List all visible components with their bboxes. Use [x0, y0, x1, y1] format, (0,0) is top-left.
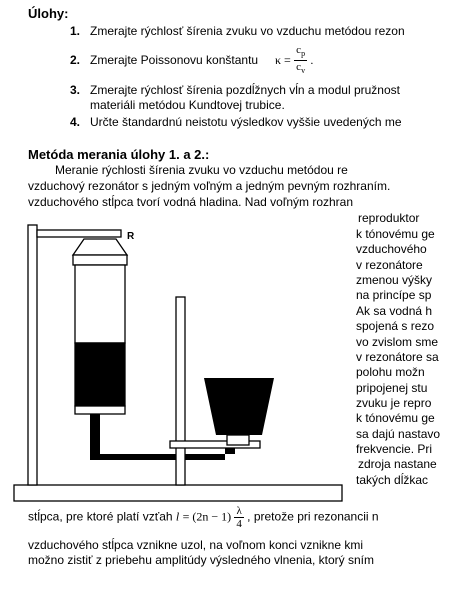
side-text-line: pripojenej stu	[356, 381, 428, 395]
resonator-bottom-clamp	[75, 406, 125, 414]
side-text-line: zmenou výšky	[356, 273, 433, 287]
resonator-apparatus-figure	[0, 215, 360, 505]
poisson-formula	[275, 44, 313, 77]
side-text-line: k tónovému ge	[356, 227, 435, 241]
formula-line-numerator: λ	[236, 505, 242, 517]
formula-line-fraction	[234, 505, 243, 530]
formula-line-after: , pretože pri rezonancii n	[247, 509, 379, 524]
side-text-line: spojená s rezo	[356, 319, 435, 333]
paragraph-line: vzduchový rezonátor s jedným voľným a jedným pevným rozhraním.	[28, 179, 391, 193]
right-stand-rod	[176, 297, 185, 485]
task-number: 1.	[70, 24, 81, 38]
formula-kappa: κ =	[275, 53, 291, 68]
left-stand-rod	[28, 225, 37, 485]
side-text-line: vzduchového	[356, 242, 427, 256]
paragraph-line: možno zistiť z priebehu amplitúdy výsledného vlnenia, ktorý sním	[28, 553, 374, 567]
resonator-tube-water	[75, 343, 125, 406]
method-title: Metóda merania úlohy 1. a 2.:	[28, 147, 210, 162]
side-text-line: v rezonátore	[356, 258, 423, 272]
paragraph-line: vzduchového stĺpca vznikne uzol, na voľnom konci vznikne kmi	[28, 538, 363, 552]
task-text: Zmerajte rýchlosť šírenia zvuku vo vzduchu metódou rezon	[90, 24, 405, 38]
resonator-tube-air	[75, 265, 125, 343]
formula-numerator: c	[296, 44, 302, 56]
apparatus-base	[14, 485, 342, 501]
connecting-hose	[90, 414, 225, 460]
reservoir-neck	[227, 435, 249, 445]
speaker-cone	[73, 239, 127, 255]
formula-line-l: l	[175, 509, 180, 524]
side-text-line: na princípe sp	[356, 288, 432, 302]
paragraph-line: Meranie rýchlosti šírenia zvuku vo vzduchu metódou re	[55, 163, 348, 177]
task-text: Určte štandardnú neistotu výsledkov vyššie uvedených me	[90, 115, 402, 129]
formula-numerator-sub: p	[301, 49, 306, 59]
formula-fraction	[294, 44, 307, 77]
task-number: 3.	[70, 83, 81, 97]
task-number: 4.	[70, 115, 81, 129]
task-number: 2.	[70, 53, 81, 67]
side-text-line: polohu možn	[356, 365, 425, 379]
section-title: Úlohy:	[28, 6, 69, 21]
formula-denominator: c	[296, 61, 302, 74]
resonator-clamp	[73, 255, 127, 265]
side-text-line: reproduktor	[358, 211, 420, 225]
formula-line-eq: = (2n − 1)	[182, 509, 232, 524]
side-text-line: vo zvislom sme	[356, 335, 439, 349]
side-text-line: takých dĺžkac	[356, 473, 429, 487]
formula-line-before: stĺpca, pre ktoré platí vzťah	[28, 509, 173, 524]
side-text-line: sa dajú nastavo	[356, 427, 441, 441]
formula-end: .	[310, 53, 314, 68]
speaker-label: R	[127, 231, 135, 242]
formula-line-denominator: 4	[236, 518, 242, 530]
task-text: Zmerajte Poissonovu konštantu	[90, 53, 259, 67]
side-text-line: zvuku je repro	[356, 396, 432, 410]
side-text-line: frekvencie. Pri	[356, 442, 433, 456]
task-text: Zmerajte rýchlosť šírenia pozdĺžnych vĺn a modul pružnost	[90, 83, 400, 97]
side-text-line: k tónovému ge	[356, 411, 435, 425]
speaker-arm	[37, 230, 121, 237]
formula-line	[28, 505, 379, 530]
side-text-line: v rezonátore sa	[356, 350, 439, 364]
paragraph-line: vzduchového stĺpca tvorí vodná hladina. Nad voľným rozhran	[28, 195, 354, 209]
formula-denominator-sub: v	[301, 66, 306, 76]
task-text-continuation: materiáli metódou Kundtovej trubice.	[90, 98, 285, 112]
side-text-line: Ak sa vodná h	[356, 304, 433, 318]
side-text-line: zdroja nastane	[358, 457, 437, 471]
water-reservoir	[204, 378, 274, 435]
